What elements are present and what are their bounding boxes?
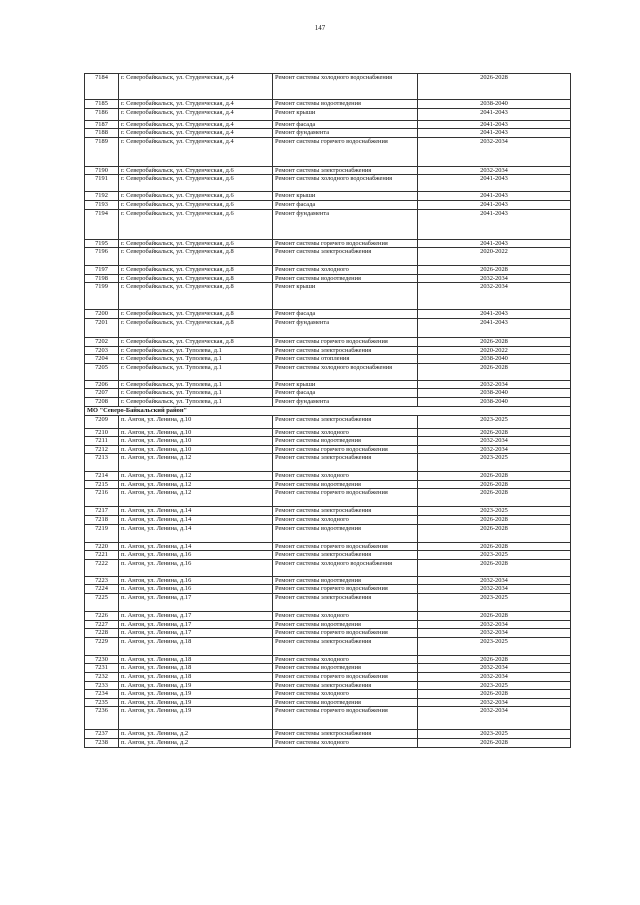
work-type-cell: Ремонт системы горячего водоснабжения xyxy=(273,707,418,730)
period-cell: 2026-2028 xyxy=(418,266,571,275)
table-row xyxy=(85,542,571,551)
table-row xyxy=(85,310,571,319)
address-cell: г. Северобайкальск, ул. Студенческая, д.6 xyxy=(119,239,273,248)
period-cell: 2032-2034 xyxy=(418,707,571,730)
table-row xyxy=(85,346,571,355)
work-type-cell: Ремонт системы горячего водоснабжения xyxy=(273,585,418,594)
period-cell: 2023-2025 xyxy=(418,454,571,472)
row-number: 7205 xyxy=(85,363,119,380)
period-cell: 2041-2043 xyxy=(418,192,571,201)
work-type-cell: Ремонт системы холодного xyxy=(273,690,418,699)
address-cell: п. Ангоя, ул. Ленина, д.2 xyxy=(119,730,273,739)
row-number: 7223 xyxy=(85,576,119,585)
table-row xyxy=(85,397,571,406)
period-cell: 2026-2028 xyxy=(418,516,571,525)
address-cell: п. Ангоя, ул. Ленина, д.10 xyxy=(119,415,273,428)
row-number: 7209 xyxy=(85,415,119,428)
row-number: 7219 xyxy=(85,524,119,542)
row-number: 7234 xyxy=(85,690,119,699)
period-cell: 2032-2034 xyxy=(418,585,571,594)
row-number: 7227 xyxy=(85,620,119,629)
row-number: 7189 xyxy=(85,137,119,166)
table-row xyxy=(85,248,571,266)
address-cell: п. Ангоя, ул. Ленина, д.2 xyxy=(119,738,273,747)
table-row xyxy=(85,664,571,673)
address-cell: п. Ангоя, ул. Ленина, д.19 xyxy=(119,698,273,707)
period-cell: 2038-2040 xyxy=(418,389,571,398)
work-type-cell: Ремонт системы электроснабжения xyxy=(273,454,418,472)
table-row xyxy=(85,274,571,283)
work-type-cell: Ремонт системы холодного xyxy=(273,472,418,481)
row-number: 7238 xyxy=(85,738,119,747)
work-type-cell: Ремонт системы горячего водоснабжения xyxy=(273,673,418,682)
work-type-cell: Ремонт системы горячего водоснабжения xyxy=(273,239,418,248)
period-cell: 2026-2028 xyxy=(418,524,571,542)
table-row xyxy=(85,698,571,707)
row-number: 7228 xyxy=(85,629,119,638)
period-cell: 2038-2040 xyxy=(418,397,571,406)
work-type-cell: Ремонт системы электроснабжения xyxy=(273,166,418,175)
period-cell: 2032-2034 xyxy=(418,283,571,310)
period-cell: 2020-2022 xyxy=(418,346,571,355)
address-cell: п. Ангоя, ул. Ленина, д.17 xyxy=(119,612,273,621)
address-cell: п. Ангоя, ул. Ленина, д.12 xyxy=(119,454,273,472)
period-cell: 2032-2034 xyxy=(418,629,571,638)
address-cell: г. Северобайкальск, ул. Студенческая, д.4 xyxy=(119,120,273,129)
period-cell: 2041-2043 xyxy=(418,175,571,192)
row-number: 7212 xyxy=(85,445,119,454)
row-number: 7194 xyxy=(85,209,119,239)
period-cell: 2041-2043 xyxy=(418,200,571,209)
period-cell: 2026-2028 xyxy=(418,559,571,576)
row-number: 7230 xyxy=(85,655,119,664)
period-cell: 2026-2028 xyxy=(418,337,571,346)
work-type-cell: Ремонт системы водоотведения xyxy=(273,480,418,489)
address-cell: г. Северобайкальск, ул. Студенческая, д.6 xyxy=(119,200,273,209)
address-cell: п. Ангоя, ул. Ленина, д.14 xyxy=(119,542,273,551)
address-cell: п. Ангоя, ул. Ленина, д.17 xyxy=(119,594,273,612)
address-cell: п. Ангоя, ул. Ленина, д.12 xyxy=(119,480,273,489)
period-cell: 2041-2043 xyxy=(418,310,571,319)
period-cell: 2023-2025 xyxy=(418,681,571,690)
table-row xyxy=(85,389,571,398)
address-cell: г. Северобайкальск, ул. Студенческая, д.8 xyxy=(119,248,273,266)
address-cell: г. Северобайкальск, ул. Студенческая, д.4 xyxy=(119,129,273,138)
section-title: МО "Северо-Байкальский район" xyxy=(85,406,571,415)
period-cell: 2026-2028 xyxy=(418,690,571,699)
address-cell: г. Северобайкальск, ул. Студенческая, д.8 xyxy=(119,337,273,346)
row-number: 7202 xyxy=(85,337,119,346)
work-type-cell: Ремонт крыши xyxy=(273,192,418,201)
work-type-cell: Ремонт системы электроснабжения xyxy=(273,637,418,655)
work-type-cell: Ремонт системы холодного водоснабжения xyxy=(273,363,418,380)
row-number: 7224 xyxy=(85,585,119,594)
work-type-cell: Ремонт системы горячего водоснабжения xyxy=(273,489,418,507)
period-cell: 2023-2025 xyxy=(418,507,571,516)
address-cell: п. Ангоя, ул. Ленина, д.18 xyxy=(119,664,273,673)
period-cell: 2026-2028 xyxy=(418,738,571,747)
work-type-cell: Ремонт фундамента xyxy=(273,397,418,406)
period-cell: 2026-2028 xyxy=(418,363,571,380)
address-cell: г. Северобайкальск, ул. Студенческая, д.4 xyxy=(119,100,273,109)
work-type-cell: Ремонт крыши xyxy=(273,380,418,389)
row-number: 7207 xyxy=(85,389,119,398)
work-type-cell: Ремонт системы холодного водоснабжения xyxy=(273,175,418,192)
period-cell: 2032-2034 xyxy=(418,620,571,629)
period-cell: 2041-2043 xyxy=(418,318,571,337)
row-number: 7199 xyxy=(85,283,119,310)
period-cell: 2023-2025 xyxy=(418,730,571,739)
table-row xyxy=(85,137,571,166)
row-number: 7191 xyxy=(85,175,119,192)
period-cell: 2026-2028 xyxy=(418,542,571,551)
period-cell: 2032-2034 xyxy=(418,437,571,446)
row-number: 7208 xyxy=(85,397,119,406)
table-row xyxy=(85,507,571,516)
row-number: 7196 xyxy=(85,248,119,266)
address-cell: п. Ангоя, ул. Ленина, д.17 xyxy=(119,629,273,638)
row-number: 7220 xyxy=(85,542,119,551)
work-type-cell: Ремонт фундамента xyxy=(273,318,418,337)
period-cell: 2041-2043 xyxy=(418,239,571,248)
table-row xyxy=(85,380,571,389)
period-cell: 2023-2025 xyxy=(418,551,571,560)
address-cell: п. Ангоя, ул. Ленина, д.16 xyxy=(119,576,273,585)
work-type-cell: Ремонт системы электроснабжения xyxy=(273,730,418,739)
work-type-cell: Ремонт системы электроснабжения xyxy=(273,507,418,516)
work-type-cell: Ремонт системы холодного водоснабжения xyxy=(273,74,418,100)
table-row xyxy=(85,612,571,621)
work-type-cell: Ремонт системы горячего водоснабжения xyxy=(273,137,418,166)
address-cell: п. Ангоя, ул. Ленина, д.16 xyxy=(119,559,273,576)
row-number: 7232 xyxy=(85,673,119,682)
address-cell: г. Северобайкальск, ул. Туполева, д.1 xyxy=(119,363,273,380)
table-row xyxy=(85,454,571,472)
table-row xyxy=(85,594,571,612)
table-row xyxy=(85,100,571,109)
period-cell: 2023-2025 xyxy=(418,415,571,428)
address-cell: г. Северобайкальск, ул. Студенческая, д.6 xyxy=(119,175,273,192)
work-type-cell: Ремонт системы водоотведения xyxy=(273,664,418,673)
row-number: 7190 xyxy=(85,166,119,175)
table-row xyxy=(85,74,571,100)
address-cell: п. Ангоя, ул. Ленина, д.19 xyxy=(119,707,273,730)
work-type-cell: Ремонт фасада xyxy=(273,120,418,129)
address-cell: п. Ангоя, ул. Ленина, д.10 xyxy=(119,437,273,446)
address-cell: п. Ангоя, ул. Ленина, д.10 xyxy=(119,445,273,454)
address-cell: г. Северобайкальск, ул. Студенческая, д.6 xyxy=(119,209,273,239)
table-row xyxy=(85,707,571,730)
work-type-cell: Ремонт системы электроснабжения xyxy=(273,594,418,612)
period-cell: 2032-2034 xyxy=(418,166,571,175)
section-header-row xyxy=(85,406,571,415)
row-number: 7213 xyxy=(85,454,119,472)
row-number: 7215 xyxy=(85,480,119,489)
period-cell: 2032-2034 xyxy=(418,673,571,682)
work-type-cell: Ремонт фасада xyxy=(273,310,418,319)
address-cell: г. Северобайкальск, ул. Студенческая, д.8 xyxy=(119,283,273,310)
row-number: 7184 xyxy=(85,74,119,100)
table-row xyxy=(85,730,571,739)
period-cell: 2038-2040 xyxy=(418,355,571,364)
table-row xyxy=(85,318,571,337)
address-cell: п. Ангоя, ул. Ленина, д.12 xyxy=(119,489,273,507)
row-number: 7192 xyxy=(85,192,119,201)
row-number: 7214 xyxy=(85,472,119,481)
period-cell: 2041-2043 xyxy=(418,209,571,239)
period-cell: 2026-2028 xyxy=(418,489,571,507)
table-row xyxy=(85,283,571,310)
table-row xyxy=(85,480,571,489)
work-type-cell: Ремонт системы горячего водоснабжения xyxy=(273,542,418,551)
address-cell: г. Северобайкальск, ул. Студенческая, д.6 xyxy=(119,192,273,201)
row-number: 7229 xyxy=(85,637,119,655)
address-cell: г. Северобайкальск, ул. Студенческая, д.4 xyxy=(119,108,273,120)
table-row xyxy=(85,175,571,192)
work-type-cell: Ремонт системы горячего водоснабжения xyxy=(273,337,418,346)
row-number: 7198 xyxy=(85,274,119,283)
row-number: 7186 xyxy=(85,108,119,120)
period-cell: 2032-2034 xyxy=(418,664,571,673)
work-type-cell: Ремонт системы холодного xyxy=(273,612,418,621)
work-type-cell: Ремонт системы холодного xyxy=(273,428,418,437)
table-row xyxy=(85,120,571,129)
address-cell: п. Ангоя, ул. Ленина, д.12 xyxy=(119,472,273,481)
period-cell: 2032-2034 xyxy=(418,137,571,166)
table-row xyxy=(85,738,571,747)
address-cell: г. Северобайкальск, ул. Студенческая, д.8 xyxy=(119,266,273,275)
table-row xyxy=(85,559,571,576)
row-number: 7231 xyxy=(85,664,119,673)
period-cell: 2041-2043 xyxy=(418,108,571,120)
work-type-cell: Ремонт системы холодного водоснабжения xyxy=(273,559,418,576)
work-type-cell: Ремонт системы отопления xyxy=(273,355,418,364)
work-type-cell: Ремонт системы холодного xyxy=(273,266,418,275)
table-row xyxy=(85,472,571,481)
row-number: 7185 xyxy=(85,100,119,109)
table-row xyxy=(85,437,571,446)
table-row xyxy=(85,524,571,542)
work-type-cell: Ремонт фундамента xyxy=(273,129,418,138)
work-type-cell: Ремонт системы холодного xyxy=(273,655,418,664)
page-number: 147 xyxy=(314,24,326,32)
address-cell: г. Северобайкальск, ул. Студенческая, д.6 xyxy=(119,166,273,175)
period-cell: 2032-2034 xyxy=(418,380,571,389)
work-type-cell: Ремонт системы горячего водоснабжения xyxy=(273,629,418,638)
row-number: 7226 xyxy=(85,612,119,621)
period-cell: 2026-2028 xyxy=(418,655,571,664)
period-cell: 2032-2034 xyxy=(418,576,571,585)
table-row xyxy=(85,681,571,690)
work-type-cell: Ремонт системы водоотведения xyxy=(273,620,418,629)
work-type-cell: Ремонт фасада xyxy=(273,200,418,209)
table-row xyxy=(85,200,571,209)
row-number: 7235 xyxy=(85,698,119,707)
row-number: 7204 xyxy=(85,355,119,364)
table-row xyxy=(85,428,571,437)
period-cell: 2041-2043 xyxy=(418,120,571,129)
work-type-cell: Ремонт системы электроснабжения xyxy=(273,415,418,428)
work-type-cell: Ремонт системы холодного xyxy=(273,516,418,525)
work-type-cell: Ремонт крыши xyxy=(273,108,418,120)
address-cell: п. Ангоя, ул. Ленина, д.19 xyxy=(119,681,273,690)
period-cell: 2023-2025 xyxy=(418,594,571,612)
work-type-cell: Ремонт системы водоотведения xyxy=(273,576,418,585)
table-row xyxy=(85,108,571,120)
period-cell: 2023-2025 xyxy=(418,637,571,655)
table-row xyxy=(85,551,571,560)
period-cell: 2032-2034 xyxy=(418,698,571,707)
row-number: 7206 xyxy=(85,380,119,389)
table-row xyxy=(85,585,571,594)
work-type-cell: Ремонт системы водоотведения xyxy=(273,274,418,283)
address-cell: п. Ангоя, ул. Ленина, д.10 xyxy=(119,428,273,437)
capital-repair-table xyxy=(84,73,571,748)
row-number: 7193 xyxy=(85,200,119,209)
work-type-cell: Ремонт системы водоотведения xyxy=(273,698,418,707)
work-type-cell: Ремонт фасада xyxy=(273,389,418,398)
address-cell: п. Ангоя, ул. Ленина, д.16 xyxy=(119,585,273,594)
table-row xyxy=(85,209,571,239)
row-number: 7210 xyxy=(85,428,119,437)
table-row xyxy=(85,637,571,655)
address-cell: п. Ангоя, ул. Ленина, д.16 xyxy=(119,551,273,560)
address-cell: п. Ангоя, ул. Ленина, д.19 xyxy=(119,690,273,699)
table-row xyxy=(85,489,571,507)
row-number: 7188 xyxy=(85,129,119,138)
row-number: 7218 xyxy=(85,516,119,525)
work-type-cell: Ремонт системы электроснабжения xyxy=(273,681,418,690)
row-number: 7222 xyxy=(85,559,119,576)
address-cell: г. Северобайкальск, ул. Студенческая, д.4 xyxy=(119,137,273,166)
table-row xyxy=(85,576,571,585)
address-cell: г. Северобайкальск, ул. Туполева, д.1 xyxy=(119,346,273,355)
table-row xyxy=(85,266,571,275)
table-row xyxy=(85,620,571,629)
row-number: 7217 xyxy=(85,507,119,516)
address-cell: п. Ангоя, ул. Ленина, д.18 xyxy=(119,673,273,682)
row-number: 7200 xyxy=(85,310,119,319)
row-number: 7203 xyxy=(85,346,119,355)
period-cell: 2026-2028 xyxy=(418,428,571,437)
table-row xyxy=(85,337,571,346)
address-cell: п. Ангоя, ул. Ленина, д.17 xyxy=(119,620,273,629)
work-type-cell: Ремонт системы электроснабжения xyxy=(273,248,418,266)
row-number: 7221 xyxy=(85,551,119,560)
address-cell: п. Ангоя, ул. Ленина, д.18 xyxy=(119,637,273,655)
table-row xyxy=(85,129,571,138)
address-cell: г. Северобайкальск, ул. Студенческая, д.8 xyxy=(119,310,273,319)
table-row xyxy=(85,355,571,364)
table-row xyxy=(85,673,571,682)
work-type-cell: Ремонт крыши xyxy=(273,283,418,310)
row-number: 7197 xyxy=(85,266,119,275)
table-row xyxy=(85,415,571,428)
work-type-cell: Ремонт системы электроснабжения xyxy=(273,346,418,355)
address-cell: г. Северобайкальск, ул. Туполева, д.1 xyxy=(119,397,273,406)
address-cell: г. Северобайкальск, ул. Туполева, д.1 xyxy=(119,380,273,389)
table-body xyxy=(85,74,571,748)
work-type-cell: Ремонт системы электроснабжения xyxy=(273,551,418,560)
period-cell: 2032-2034 xyxy=(418,274,571,283)
row-number: 7225 xyxy=(85,594,119,612)
address-cell: г. Северобайкальск, ул. Туполева, д.1 xyxy=(119,355,273,364)
row-number: 7216 xyxy=(85,489,119,507)
table-row xyxy=(85,166,571,175)
address-cell: п. Ангоя, ул. Ленина, д.18 xyxy=(119,655,273,664)
row-number: 7237 xyxy=(85,730,119,739)
address-cell: г. Северобайкальск, ул. Студенческая, д.4 xyxy=(119,74,273,100)
work-type-cell: Ремонт системы водоотведения xyxy=(273,524,418,542)
period-cell: 2026-2028 xyxy=(418,74,571,100)
address-cell: п. Ангоя, ул. Ленина, д.14 xyxy=(119,524,273,542)
period-cell: 2026-2028 xyxy=(418,612,571,621)
row-number: 7211 xyxy=(85,437,119,446)
address-cell: г. Северобайкальск, ул. Туполева, д.1 xyxy=(119,389,273,398)
row-number: 7236 xyxy=(85,707,119,730)
row-number: 7195 xyxy=(85,239,119,248)
period-cell: 2020-2022 xyxy=(418,248,571,266)
work-type-cell: Ремонт системы горячего водоснабжения xyxy=(273,445,418,454)
work-type-cell: Ремонт системы водоотведения xyxy=(273,437,418,446)
table-row xyxy=(85,445,571,454)
address-cell: г. Северобайкальск, ул. Студенческая, д.8 xyxy=(119,318,273,337)
address-cell: г. Северобайкальск, ул. Студенческая, д.8 xyxy=(119,274,273,283)
table-row xyxy=(85,516,571,525)
period-cell: 2026-2028 xyxy=(418,480,571,489)
table-row xyxy=(85,239,571,248)
work-type-cell: Ремонт фундамента xyxy=(273,209,418,239)
work-type-cell: Ремонт системы водоотведения xyxy=(273,100,418,109)
work-type-cell: Ремонт системы холодного xyxy=(273,738,418,747)
period-cell: 2041-2043 xyxy=(418,129,571,138)
address-cell: п. Ангоя, ул. Ленина, д.14 xyxy=(119,516,273,525)
table-row xyxy=(85,655,571,664)
table-row xyxy=(85,363,571,380)
table-row xyxy=(85,629,571,638)
row-number: 7233 xyxy=(85,681,119,690)
table-row xyxy=(85,192,571,201)
address-cell: п. Ангоя, ул. Ленина, д.14 xyxy=(119,507,273,516)
period-cell: 2026-2028 xyxy=(418,472,571,481)
table-row xyxy=(85,690,571,699)
row-number: 7201 xyxy=(85,318,119,337)
row-number: 7187 xyxy=(85,120,119,129)
period-cell: 2032-2034 xyxy=(418,445,571,454)
period-cell: 2038-2040 xyxy=(418,100,571,109)
